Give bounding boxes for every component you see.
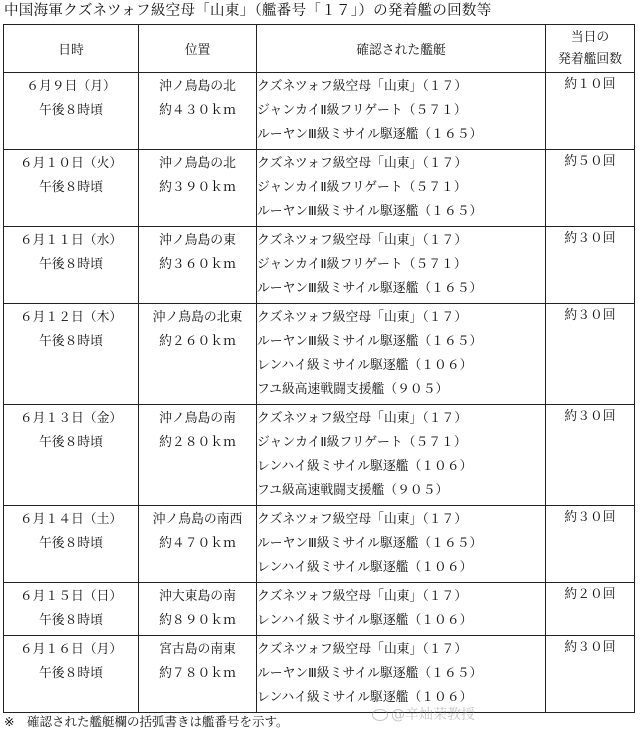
- table-row: [4, 150, 635, 227]
- position-name: 宮古島の南東: [159, 642, 236, 657]
- header-ships: 確認された艦艇: [257, 25, 546, 73]
- position-distance: 約２６０ｋｍ: [159, 334, 236, 349]
- position-cell: [139, 150, 257, 227]
- position-name: 沖ノ鳥島の東: [159, 233, 236, 248]
- count-cell: 約３０回: [546, 227, 635, 304]
- position-name: 沖ノ鳥島の南西: [152, 512, 243, 527]
- date-text: ６月１２日（木）: [19, 310, 123, 325]
- ship-entry: フユ級高速戦闘支援艦（９０５）: [257, 382, 449, 397]
- date-cell: [4, 304, 139, 405]
- header-position: 位置: [139, 25, 257, 73]
- date-text: ６月１０日（火）: [19, 156, 123, 171]
- ship-entry: フユ級高速戦闘支援艦（９０５）: [257, 483, 449, 498]
- count-cell: 約３０回: [546, 304, 635, 405]
- position-cell: [139, 583, 257, 636]
- ship-entry: クズネツォフ級空母「山東」（１７）: [257, 411, 468, 426]
- ships-cell: [257, 506, 546, 583]
- ship-entry: ルーヤンⅢ級ミサイル駆逐艦（１６５）: [257, 536, 483, 551]
- ship-entry: クズネツォフ級空母「山東」（１７）: [257, 156, 468, 171]
- date-cell: [4, 405, 139, 506]
- ship-entry: ジャンカイⅡ級フリゲート（５７１）: [257, 180, 467, 195]
- header-date: 日時: [4, 25, 139, 73]
- position-name: 沖大東島の南: [159, 589, 236, 604]
- position-distance: 約４７０ｋｍ: [159, 536, 236, 551]
- position-name: 沖ノ鳥島の北: [159, 79, 236, 94]
- ship-entry: ルーヤンⅢ級ミサイル駆逐艦（１６５）: [257, 281, 483, 296]
- count-cell: 約３０回: [546, 506, 635, 583]
- ship-entry: クズネツォフ級空母「山東」（１７）: [257, 589, 468, 604]
- weibo-icon: [372, 709, 388, 721]
- table-row: [4, 636, 635, 713]
- ship-entry: クズネツォフ級空母「山東」（１７）: [257, 79, 468, 94]
- date-text: ６月１１日（水）: [19, 233, 123, 248]
- ships-cell: [257, 227, 546, 304]
- header-visits-line1: 当日の: [570, 29, 610, 45]
- position-distance: 約４３０ｋｍ: [159, 103, 236, 118]
- date-text: ６月１５日（日）: [19, 589, 123, 604]
- ships-cell: [257, 405, 546, 506]
- header-visits: [546, 25, 635, 73]
- table-row: [4, 583, 635, 636]
- ships-cell: [257, 304, 546, 405]
- ships-cell: [257, 583, 546, 636]
- ship-entry: ルーヤンⅢ級ミサイル駆逐艦（１６５）: [257, 666, 483, 681]
- ship-entry: クズネツォフ級空母「山東」（１７）: [257, 512, 468, 527]
- ships-cell: [257, 150, 546, 227]
- date-text: ６月１６日（月）: [19, 642, 123, 657]
- ship-entry: ルーヤンⅢ級ミサイル駆逐艦（１６５）: [257, 204, 483, 219]
- table-header-row: [4, 25, 635, 73]
- ship-entry: ジャンカイⅡ級フリゲート（５７１）: [257, 435, 467, 450]
- count-cell: 約２０回: [546, 583, 635, 636]
- ship-entry: レンハイ級ミサイル駆逐艦（１０６）: [257, 613, 473, 628]
- table-row: [4, 304, 635, 405]
- ship-entry: クズネツォフ級空母「山東」（１７）: [257, 233, 468, 248]
- ship-entry: ルーヤンⅢ級ミサイル駆逐艦（１６５）: [257, 334, 483, 349]
- footnote: ※ 確認された艦艇欄の括弧書きは艦番号を示す。: [4, 714, 289, 729]
- table-row: [4, 227, 635, 304]
- ships-cell: [257, 636, 546, 713]
- ship-entry: ジャンカイⅡ級フリゲート（５７１）: [257, 257, 467, 272]
- count-cell: 約３０回: [546, 405, 635, 506]
- date-text: ６月１３日（金）: [19, 411, 123, 426]
- position-cell: [139, 405, 257, 506]
- position-name: 沖ノ鳥島の南: [159, 411, 236, 426]
- time-text: 午後８時頃: [39, 536, 103, 551]
- watermark: [372, 706, 475, 724]
- position-cell: [139, 227, 257, 304]
- count-cell: 約３０回: [546, 636, 635, 713]
- date-cell: [4, 583, 139, 636]
- ship-entry: ルーヤンⅢ級ミサイル駆逐艦（１６５）: [257, 127, 483, 142]
- position-cell: [139, 636, 257, 713]
- date-cell: [4, 73, 139, 150]
- date-cell: [4, 636, 139, 713]
- date-cell: [4, 227, 139, 304]
- position-distance: 約７８０ｋｍ: [159, 666, 236, 681]
- position-distance: 約２８０ｋｍ: [159, 435, 236, 450]
- time-text: 午後８時頃: [39, 334, 103, 349]
- time-text: 午後８時頃: [39, 257, 103, 272]
- date-text: ６月９日（月）: [26, 79, 116, 94]
- ship-entry: クズネツォフ級空母「山東」（１７）: [257, 310, 468, 325]
- ships-cell: [257, 73, 546, 150]
- position-distance: 約３６０ｋｍ: [159, 257, 236, 272]
- ship-entry: レンハイ級ミサイル駆逐艦（１０６）: [257, 358, 473, 373]
- table-row: [4, 405, 635, 506]
- position-name: 沖ノ鳥島の北東: [152, 310, 243, 325]
- ship-entry: レンハイ級ミサイル駆逐艦（１０６）: [257, 560, 473, 575]
- time-text: 午後８時頃: [39, 180, 103, 195]
- ship-activity-table: [3, 24, 635, 713]
- time-text: 午後８時頃: [39, 666, 103, 681]
- time-text: 午後８時頃: [39, 435, 103, 450]
- time-text: 午後８時頃: [39, 613, 103, 628]
- position-cell: [139, 304, 257, 405]
- table-row: [4, 506, 635, 583]
- count-cell: 約１０回: [546, 73, 635, 150]
- position-distance: 約８９０ｋｍ: [159, 613, 236, 628]
- position-distance: 約３９０ｋｍ: [159, 180, 236, 195]
- ship-entry: レンハイ級ミサイル駆逐艦（１０６）: [257, 459, 473, 474]
- position-name: 沖ノ鳥島の北: [159, 156, 236, 171]
- date-cell: [4, 506, 139, 583]
- date-text: ６月１４日（土）: [19, 512, 123, 527]
- table-row: [4, 73, 635, 150]
- watermark-text: @辛灿荣教授: [391, 707, 475, 723]
- page-title: 中国海軍クズネツォフ級空母「山東」（艦番号「１７」）の発着艦の回数等: [4, 3, 492, 19]
- position-cell: [139, 73, 257, 150]
- ship-entry: クズネツォフ級空母「山東」（１７）: [257, 642, 468, 657]
- position-cell: [139, 506, 257, 583]
- header-visits-line2: 発着艦回数: [558, 51, 622, 67]
- date-cell: [4, 150, 139, 227]
- time-text: 午後８時頃: [39, 103, 103, 118]
- ship-entry: ジャンカイⅡ級フリゲート（５７１）: [257, 103, 467, 118]
- ship-entry: レンハイ級ミサイル駆逐艦（１０６）: [257, 690, 473, 705]
- count-cell: 約５０回: [546, 150, 635, 227]
